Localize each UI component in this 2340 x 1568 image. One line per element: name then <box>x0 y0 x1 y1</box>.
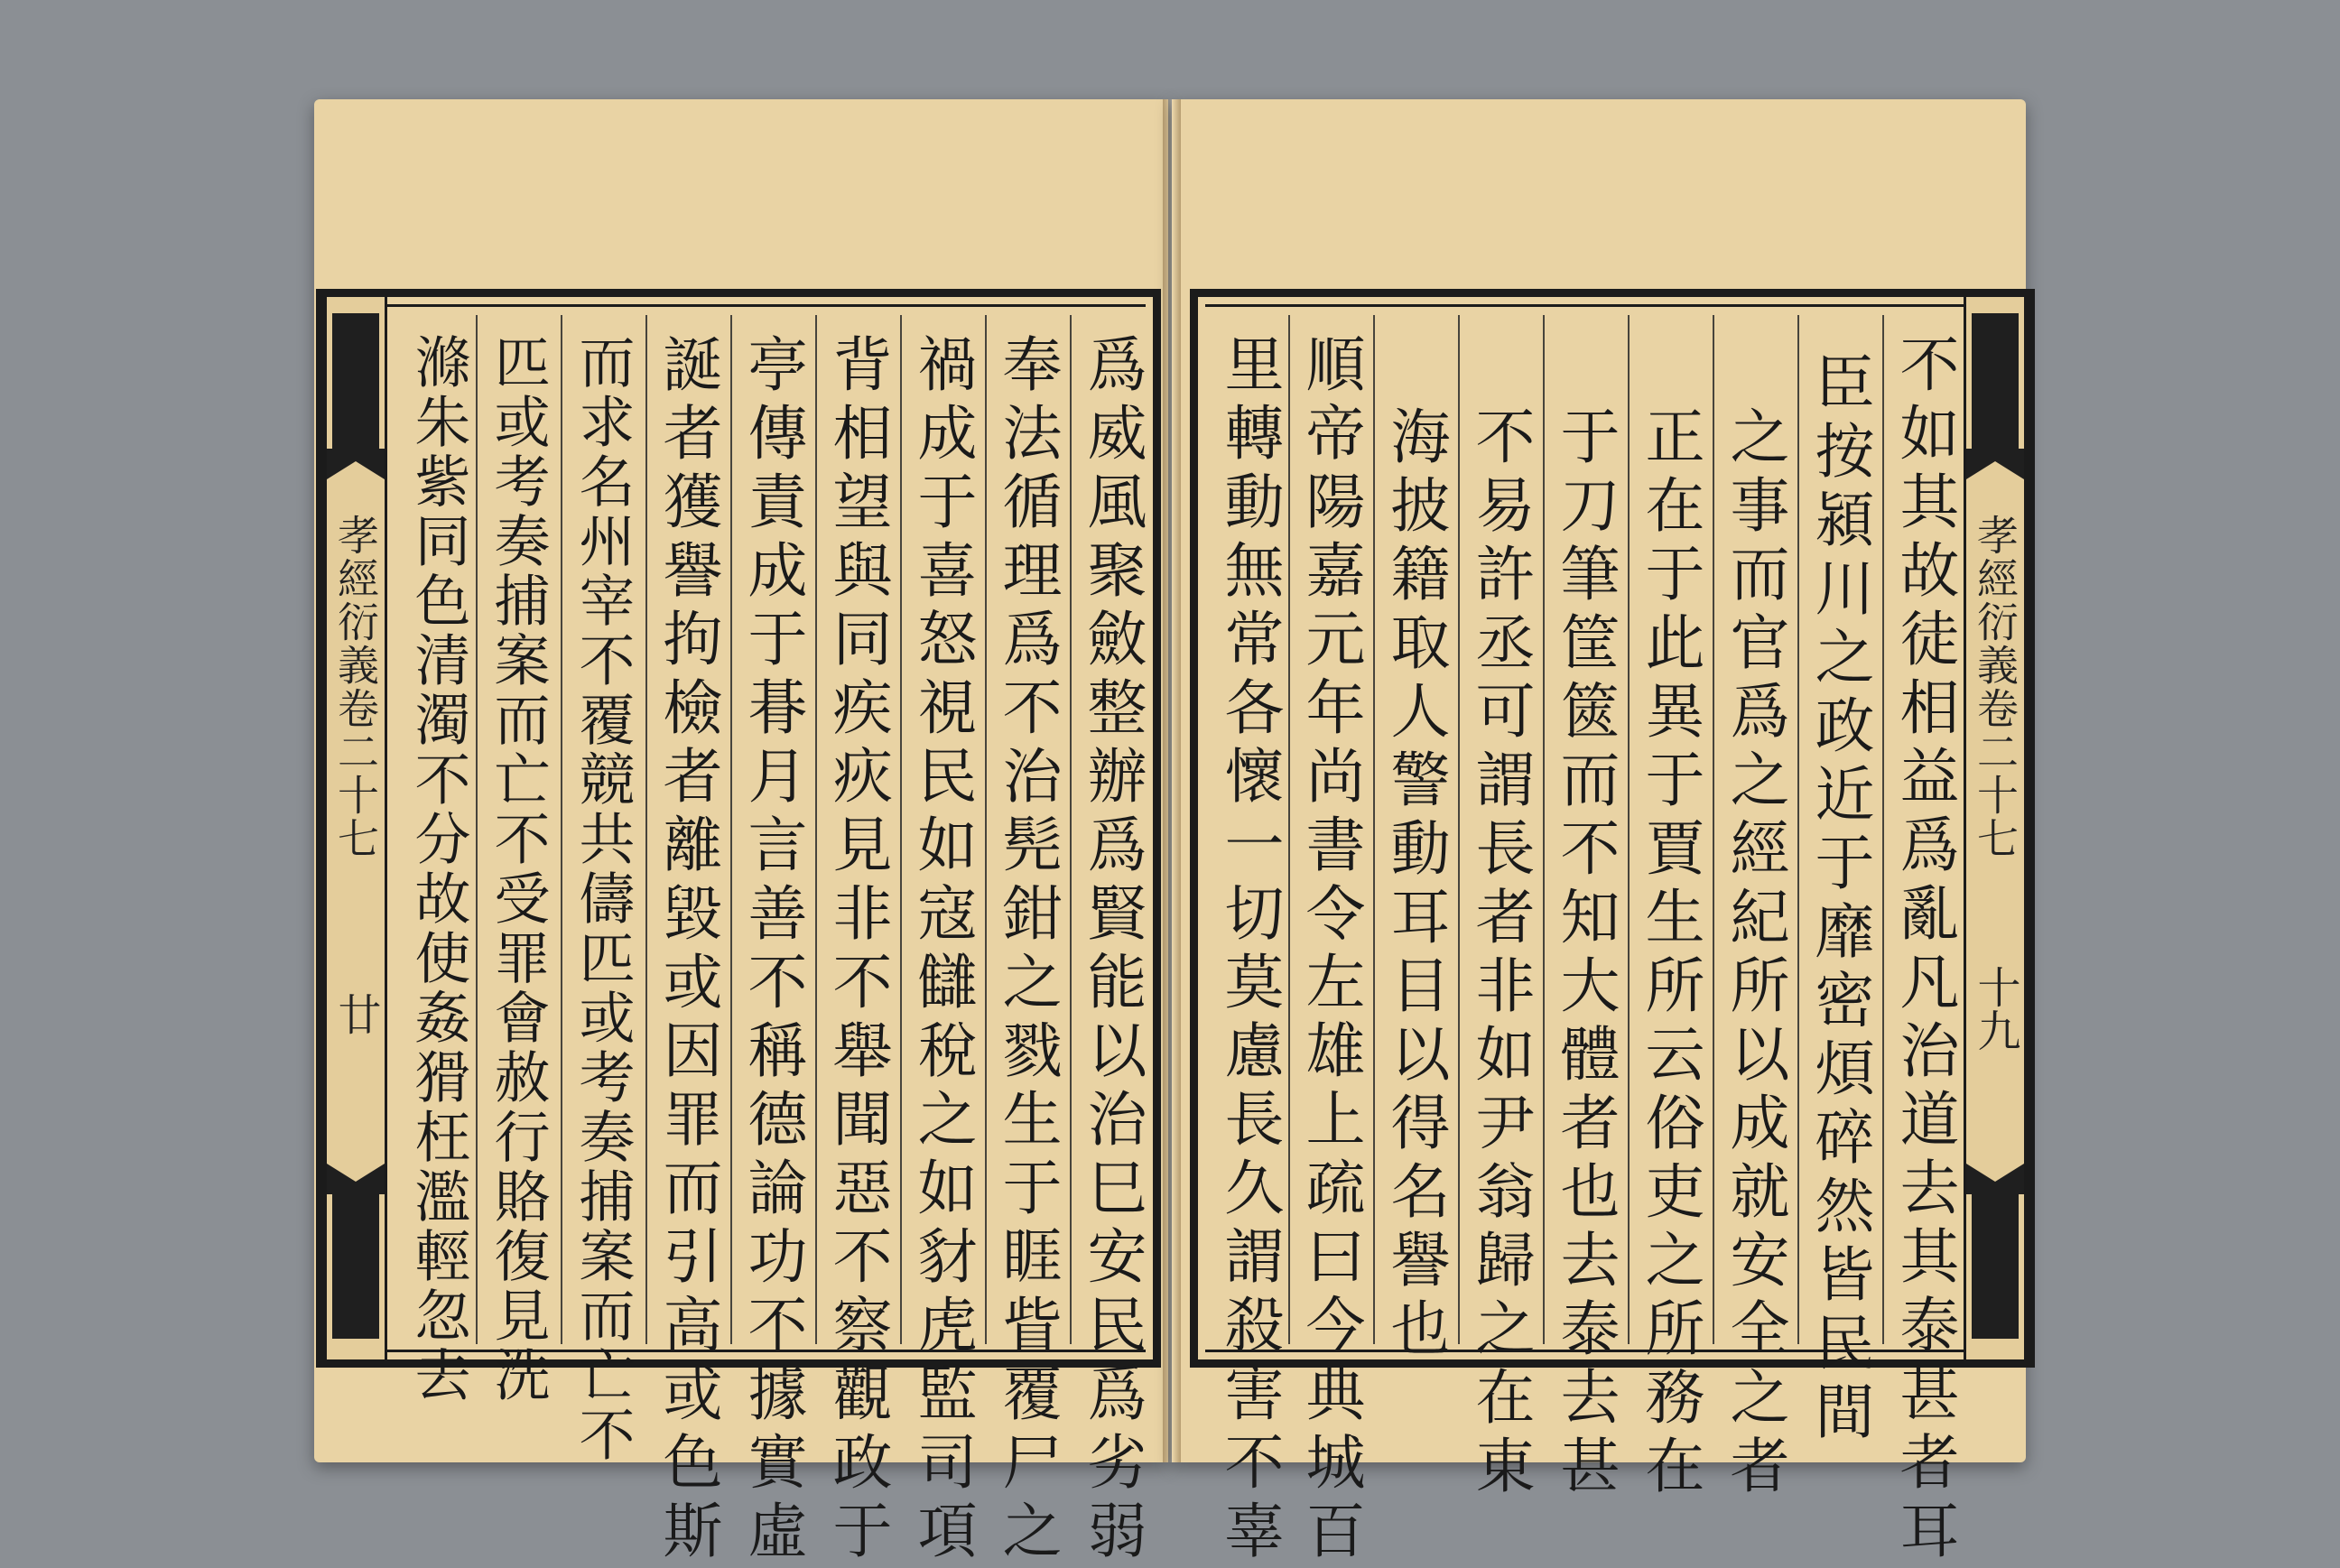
text-column: 滌朱紫同色清濁不分故使姦猾枉濫輕忽去 <box>405 333 471 1406</box>
column-divider <box>1373 315 1375 1344</box>
text-column: 背相望與同疾疢見非不舉聞惡不察觀政于 <box>822 333 892 1568</box>
column-divider <box>1543 315 1545 1344</box>
column-divider <box>730 315 732 1344</box>
text-column: 海披籍取人警動耳目以得名譽也 <box>1380 405 1450 1366</box>
column-divider <box>1628 315 1630 1344</box>
inner-border-line <box>331 304 1146 307</box>
black-mouth-top <box>1972 313 2019 449</box>
text-column: 禍成于喜怒視民如寇讎稅之如豺虎監司項 <box>907 333 977 1568</box>
book-gutter <box>1163 99 1181 1462</box>
fishtail-top-icon <box>327 449 385 479</box>
column-divider <box>815 315 817 1344</box>
black-mouth-bottom <box>1972 1194 2019 1339</box>
text-column: 順帝陽嘉元年尚書令左雄上疏曰今典城百 <box>1295 333 1365 1568</box>
column-divider <box>1288 315 1290 1344</box>
column-divider <box>561 315 562 1344</box>
black-mouth-bottom <box>332 1194 379 1339</box>
right-page-number: 十九 <box>1970 965 2020 1052</box>
column-divider <box>900 315 902 1344</box>
text-column: 里轉動無常各懷一切莫慮長久謂殺害不辜 <box>1214 333 1284 1568</box>
left-banxin <box>324 297 387 1359</box>
text-column: 于刀筆筐篋而不知大體者也去泰去甚 <box>1550 405 1620 1503</box>
left-page-number: 廿 <box>330 992 381 1035</box>
text-column: 而求名州宰不覆競共儔匹或考奏捕案而亡不 <box>570 333 636 1465</box>
text-column: 亭傳責成于朞月言善不稱德論功不據實虛 <box>738 333 807 1568</box>
text-column: 奉法循理爲不治髡鉗之戮生于睚眥覆尸之 <box>992 333 1062 1568</box>
text-column: 正在于此異于賈生所云俗吏之所務在 <box>1635 405 1704 1503</box>
black-mouth-top <box>332 313 379 449</box>
column-divider <box>985 315 987 1344</box>
column-divider <box>1070 315 1072 1344</box>
text-column: 不如其故徒相益爲亂凡治道去其泰甚者耳 <box>1890 333 1959 1568</box>
text-column: 匹或考奏捕案而亡不受罪會赦行賂復見洗 <box>485 333 551 1406</box>
column-divider <box>645 315 647 1344</box>
inner-border-line <box>1205 304 2020 307</box>
text-column: 爲威風聚斂整辦爲賢能以治巳安民爲劣弱 <box>1077 333 1147 1568</box>
fishtail-top-icon <box>1966 449 2024 479</box>
right-banxin-title: 孝經衍義卷二十七 <box>1971 514 2020 860</box>
column-divider <box>1458 315 1460 1344</box>
right-banxin <box>1964 297 2027 1359</box>
column-divider <box>1797 315 1799 1344</box>
fishtail-bottom-icon <box>327 1164 385 1194</box>
column-divider <box>1882 315 1884 1344</box>
right-text-frame <box>1190 289 2035 1568</box>
left-text-frame <box>316 289 1161 1568</box>
column-divider <box>1713 315 1714 1344</box>
fishtail-bottom-icon <box>1966 1164 2024 1194</box>
left-banxin-title: 孝經衍義卷二十七 <box>331 514 380 860</box>
column-divider <box>476 315 478 1344</box>
text-column: 誕者獲譽拘檢者離毀或因罪而引高或色斯 <box>653 333 722 1568</box>
text-column: 不易許丞可謂長者非如尹翁歸之在東 <box>1465 405 1535 1503</box>
text-column: 臣按潁川之政近于靡密煩碎然皆民間 <box>1805 351 1874 1449</box>
text-column: 之事而官爲之經紀所以成就安全之者 <box>1720 405 1789 1503</box>
